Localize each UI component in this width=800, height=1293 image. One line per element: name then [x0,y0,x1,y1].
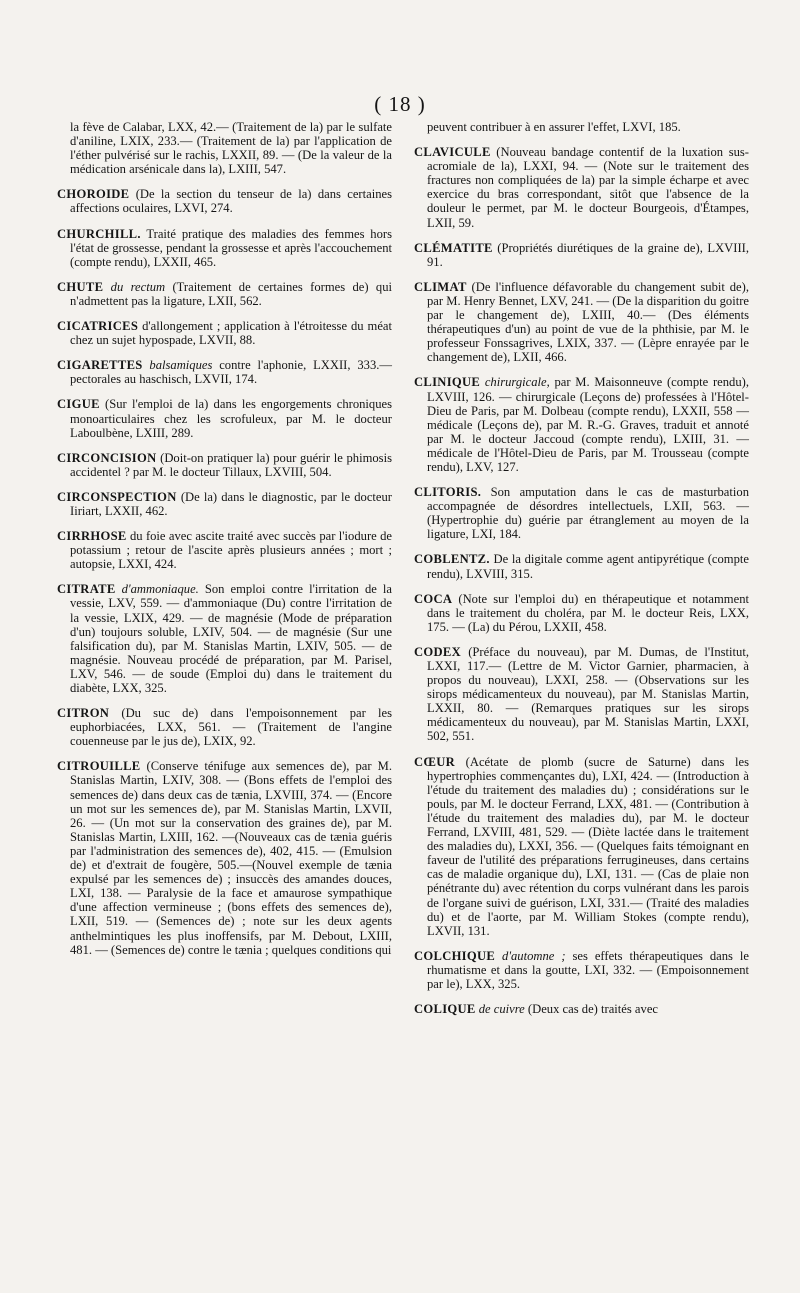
entry-headword: CITRON [57,706,110,721]
entry-subheading: de cuivre [475,1002,525,1017]
entry-text: (Du suc de) dans l'empoisonnement par les euphorbiacées, LXX, 561. — (Traitement de l'angine couenneuse par le jus de), LXIX, 92. [70,706,392,749]
entry-text: d'allongement ; application à l'étroitesse du méat chez un sujet hypospade, LXVII, 88. [70,319,392,348]
entry-subheading: d'ammoniaque. [115,582,199,597]
entry-subheading: d'automne ; [495,948,566,963]
entry-text: (De la) dans le diagnostic, par le docteur Iiriart, LXXII, 462. [70,489,392,518]
index-entry [57,187,392,215]
entry-text: Traité pratique des maladies des femmes hors l'état de grossesse, pendant la grossesse et après l'accouchement (compte rendu), LXXII, 465. [70,226,392,269]
entry-headword: CIRCONCISION [57,450,157,465]
entry-text: (Doit-on pratiquer la) pour guérir le phimosis accidentel ? par M. le docteur Tillaux, LXVIII, 504. [70,450,392,479]
index-entry [57,397,392,439]
entry-text: (Deux cas de) traités avec [524,1002,658,1017]
entry-headword: CHURCHILL. [57,226,141,241]
index-entry [414,241,749,269]
index-entry [57,227,392,269]
index-entry [414,375,749,474]
entry-headword: COCA [414,591,453,606]
entry-text: (Acétate de plomb (sucre de Saturne) dans les hypertrophies commençantes du), LXI, 424. — (Introduction à l'étude du traitement des maladies du) ; considérations sur le pouls, par M. le docteur Ferrand, LXX, 481. — (Contribution à l'étude du traitement des maladies du), par M. le docteur Ferrand, LXVIII, 481, 529. — (Diète lactée dans le traitement des maladies du), LXXI, 356. — (Quelques faits témoignant en faveur de l'utilité des préparations ferrugineuses, dans certains cas de maladie organique du), LXI, 131. — (Cas de plaie non pénétrante du) avec rétention du corps vulnérant dans les parois de l'organe suivi de guérison, LXI, 331.— (Traité des maladies du) et de l'aorte, par M. William Stokes (compte rendu), LXVII, 131. [427,754,749,938]
entry-text: du foie avec ascite traité avec succès par l'iodure de potassium ; retour de l'ascite après plusieurs années ; mort ; autopsie, LXXI, 424. [70,529,392,572]
entry-text: contre l'aphonie, LXXII, 333.— pectorales au haschisch, LXVII, 174. [70,358,392,387]
index-entry [414,552,749,580]
entry-headword: CŒUR [414,754,456,769]
entry-headword: CODEX [414,644,461,659]
entry-text: Son amputation dans le cas de masturbation accompagnée de désordres intellectuels, LXII, 563. — (Hypertrophie du) guérie par étranglement au moyen de la ligature, LXI, 184. [427,485,749,542]
entry-headword: CLITORIS. [414,485,482,500]
index-entry [57,319,392,347]
entry-text: (Traitement de certaines formes de) qui n'admettent pas la ligature, LXII, 562. [70,279,392,308]
index-entry [57,706,392,748]
left-column [57,120,392,968]
entry-headword: COLCHIQUE [414,948,496,963]
index-entry [57,451,392,479]
index-entry [57,759,392,956]
entry-text: (Propriétés diurétiques de la graine de), LXVIII, 91. [427,240,749,269]
entry-headword: CLÉMATITE [414,240,493,255]
entry-headword: CIGUE [57,397,100,412]
entry-text: De la digitale comme agent antipyrétique (compte rendu), LXVIII, 315. [427,552,749,581]
entry-headword: CLIMAT [414,279,467,294]
entry-subheading: chirurgicale, [480,375,550,390]
index-entry [57,358,392,386]
entry-text: la fève de Calabar, LXX, 42.— (Traitement de la) par le sulfate d'aniline, LXIX, 233.— (Traitement de la) par l'application de l'éther pulvérisé sur le rachis, LXXII, 89. — (De la valeur de la médication arsénicale dans la), LXIII, 547. [70,120,392,177]
entry-headword: COBLENTZ. [414,552,490,567]
entry-text: Son emploi contre l'irritation de la vessie, LXV, 559. — d'ammoniaque (Du) contre l'irritation de la vessie, LXIX, 429. — de magnésie (Mode de préparation d'un) toujours soluble, LXIV, 504. — de magnésie (Sur une falsification du), par M. Stanislas Martin, LXIV, 505. — de magnésie. Nouveau procédé de préparation, par M. Parisel, LXV, 546. — de soude (Emploi du) dans le traitement du diabète, LXX, 325. [70,582,392,695]
entry-headword: CICATRICES [57,319,139,334]
index-entry [414,645,749,744]
right-column [414,120,749,1027]
index-entry [57,120,392,176]
index-entry [57,582,392,695]
entry-headword: CIGARETTES [57,358,143,373]
entry-text: (Préface du nouveau), par M. Dumas, de l'Institut, LXXI, 117.— (Lettre de M. Victor Garnier, pharmacien, à propos du nouveau), LXXI, 258. — (Observations sur les sirops médicamenteux du nouveau), par M. Stanislas Martin, LXXII, 80. — (Remarques pratiques sur les sirops médicamenteux du nouveau), par M. Stanislas Martin, LXXI, 502, 551. [427,644,749,744]
entry-text: (Conserve ténifuge aux semences de), par M. Stanislas Martin, LXIV, 308. — (Bons effets de l'emploi des semences de) dans deux cas de tænia, LXVIII, 374. — (Encore un mot sur les semences de), par M. Stanislas Martin, LXVII, 26. — (Un mot sur la conservation des graines de), par M. Stanislas Martin, LXIII, 162. —(Nouveaux cas de tænia guéris par l'administration des semences de), 402, 415. — (Emulsion de) et d'extrait de fougère, 505.—(Nouvel exemple de tænia expulsé par les semences de) ; insuccès des amandes douces, LXI, 138. — Paralysie de la face et amaurose sympathique d'une affection vermineuse ; (bons effets des semences de), LXII, 519. — (Semences de) ; note sur les deux agents anthelmintiques les plus inoffensifs, par M. Debout, LXIII, 481. — (Semences de) contre le tænia ; quelques conditions qui [70,759,392,957]
index-entry [57,529,392,571]
entry-text: (De la section du tenseur de la) dans certaines affections oculaires, LXVI, 274. [70,187,392,216]
index-entry [414,145,749,230]
index-entry [414,592,749,634]
entry-headword: CLINIQUE [414,375,481,390]
entry-headword: CIRRHOSE [57,529,127,544]
entry-headword: COLIQUE [414,1002,476,1017]
index-entry [57,280,392,308]
entry-headword: CITROUILLE [57,759,141,774]
entry-text: (De l'influence défavorable du changement subit de), par M. Henry Bennet, LXV, 241. — (De la disparition du goitre par le changement de), LXIII, 40.— (Des éléments thérapeutiques d'un) au point de vue de la phthisie, par M. le professeur Fonssagrives, LXIX, 337. — (Lèpre enrayée par le changement de), LXII, 466. [427,279,749,365]
entry-headword: CLAVICULE [414,145,491,160]
entry-text: (Note sur l'emploi du) en thérapeutique et notamment dans le traitement du choléra, par M. le docteur Reis, LXX, 175. — (La) du Pérou, LXXII, 458. [427,591,749,634]
entry-subheading: balsamiques [142,358,213,373]
entry-subheading: du rectum [103,279,166,294]
entry-headword: CIRCONSPECTION [57,489,177,504]
index-entry [414,1002,749,1016]
entry-text: (Nouveau bandage contentif de la luxation sus-acromiale de la), LXXI, 94. — (Note sur le traitement des fractures non compliquées de la) par la simple écharpe et avec exercice du bras correspondant, sitôt que l'absence de la douleur le permet, par M. le docteur Bourgeois, d'Étampes, LXII, 59. [427,145,749,230]
entry-text: peuvent contribuer à en assurer l'effet, LXVI, 185. [427,120,681,134]
entry-text: ses effets thérapeutiques dans le rhumatisme et dans la goutte, LXI, 332. — (Empoisonnement par le), LXX, 325. [427,948,749,991]
index-entry [414,280,749,365]
page-number: ( 18 ) [374,92,426,116]
index-entry [414,485,749,541]
index-entry [414,120,749,134]
entry-text: (Sur l'emploi de la) dans les engorgements chroniques monoarticulaires chez les scrofuleux, par M. le docteur Laboulbène, LXIII, 289. [70,397,392,440]
index-entry [414,949,749,991]
entry-text: par M. Maisonneuve (compte rendu), LXVIII, 126. — chirurgicale (Leçons de) professées à l'Hôtel-Dieu de Paris, par M. Dolbeau (compte rendu), LXXII, 558 — médicale (Leçons de), par M. R.-G. Graves, traduit et annoté par M. le docteur Jaccoud (compte rendu), LXIII, 31. — médicale de l'Hôtel-Dieu de Paris, par M. Trousseau (compte rendu), LXV, 127. [427,375,749,474]
entry-headword: CHUTE [57,279,104,294]
entry-headword: CITRATE [57,582,116,597]
entry-headword: CHOROIDE [57,187,130,202]
index-entry [57,490,392,518]
index-entry [414,755,749,938]
